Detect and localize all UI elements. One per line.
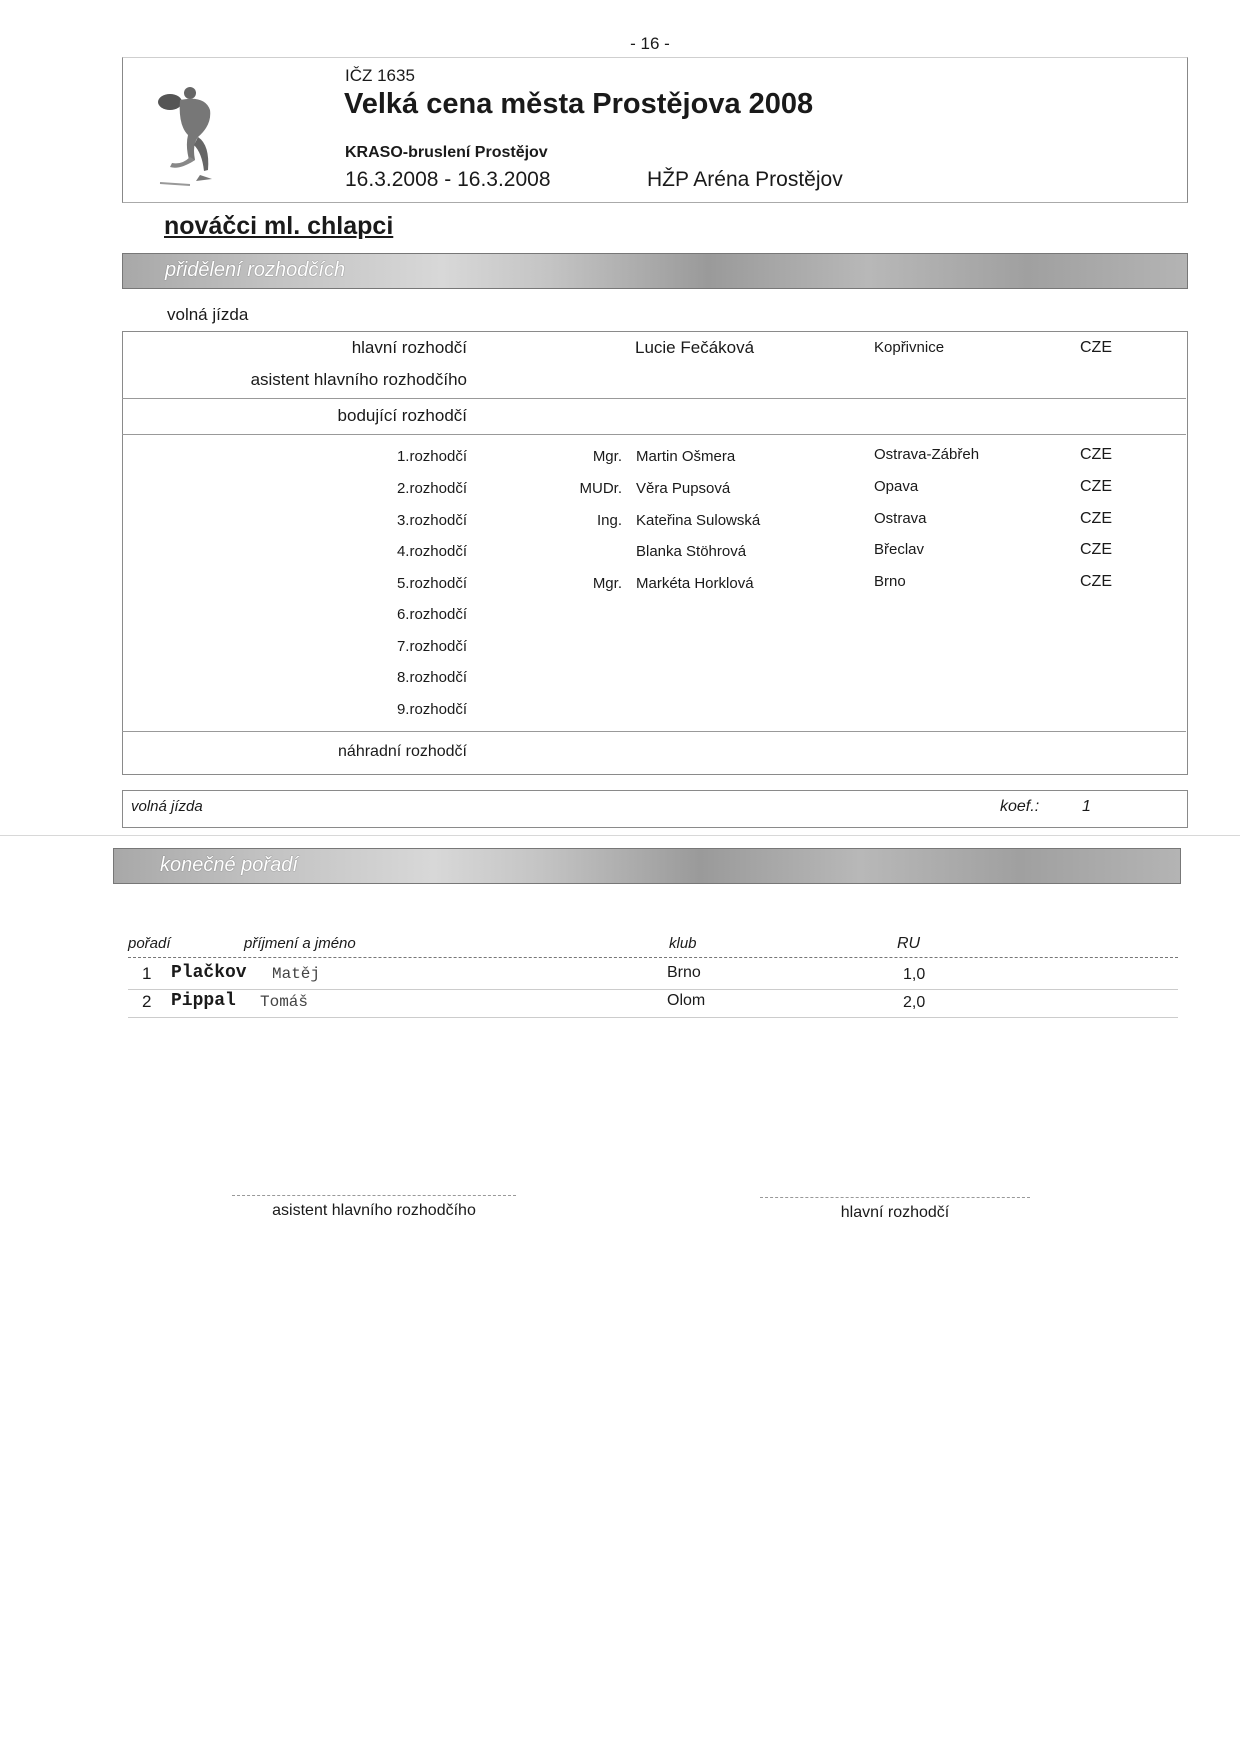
signature-referee-label: hlavní rozhodčí [840,1204,950,1221]
judge-country: CZE [1080,573,1112,590]
result-club: Brno [667,964,701,981]
judge-label: 1.rozhodčí [396,448,467,465]
judges-section-title: přidělení rozhodčích [165,259,346,281]
segment-label: volná jízda [167,305,249,324]
signature-line-referee [760,1197,1030,1198]
referee-name: Lucie Fečáková [635,338,755,357]
judge-club: Brno [874,573,906,590]
column-ru: RU [897,935,921,952]
result-club: Olom [667,992,706,1009]
judge-label: 3.rozhodčí [396,512,467,529]
result-rank: 2 [142,992,152,1011]
scoring-judges-label: bodující rozhodčí [337,406,467,425]
assistant-referee-label: asistent hlavního rozhodčího [250,370,467,389]
judge-title: Mgr. [592,575,622,592]
result-firstname: Matěj [272,965,321,983]
divider [128,1017,1178,1018]
judge-name: Kateřina Sulowská [636,512,761,529]
judges-section-band [122,253,1188,289]
judge-club: Ostrava [874,510,927,527]
judge-name: Martin Ošmera [636,448,736,465]
result-ru: 1,0 [903,966,926,983]
result-rank: 1 [142,964,152,983]
result-firstname: Tomáš [260,993,309,1011]
icz-code: IČZ 1635 [345,66,415,85]
judge-label: 4.rozhodčí [396,543,467,560]
results-section-band [113,848,1181,884]
divider [122,434,1186,435]
coefficient-label: koef.: [1000,798,1040,815]
judge-club: Ostrava-Zábřeh [874,446,980,463]
judge-title: MUDr. [579,480,622,497]
judge-club: Opava [874,478,919,495]
result-surname: Pippal [171,991,236,1011]
judge-name: Blanka Stöhrová [636,543,747,560]
judge-label: 8.rozhodčí [396,669,467,686]
judge-label: 2.rozhodčí [396,480,467,497]
results-section-title: konečné pořadí [160,854,298,876]
divider [122,731,1186,732]
coefficient-value: 1 [1082,798,1091,815]
judge-label: 7.rozhodčí [396,638,467,655]
judge-country: CZE [1080,446,1112,463]
category-title: nováčci ml. chlapci [164,212,394,240]
signature-assistant-label: asistent hlavního rozhodčího [272,1202,476,1219]
fold-line [0,835,1240,836]
judge-country: CZE [1080,478,1112,495]
signature-line-assistant [232,1195,516,1196]
page-number: - 16 - [630,34,670,53]
organizer: KRASO-bruslení Prostějov [345,144,548,161]
substitute-judge-label: náhradní rozhodčí [338,743,467,760]
coefficient-segment: volná jízda [131,798,203,815]
event-dates: 16.3.2008 - 16.3.2008 [345,168,551,191]
divider [122,398,1186,399]
judge-title: Mgr. [592,448,622,465]
judge-country: CZE [1080,510,1112,527]
judge-country: CZE [1080,541,1112,558]
judge-label: 5.rozhodčí [396,575,467,592]
result-ru: 2,0 [903,994,926,1011]
event-title: Velká cena města Prostějova 2008 [344,88,814,120]
judge-label: 9.rozhodčí [396,701,467,718]
judge-name: Věra Pupsová [636,480,731,497]
judge-label: 6.rozhodčí [396,606,467,623]
referee-country: CZE [1080,339,1112,356]
result-surname: Plačkov [171,963,247,983]
divider [128,989,1178,990]
judge-name: Markéta Horklová [636,575,754,592]
judge-club: Břeclav [874,541,925,558]
referee-label: hlavní rozhodčí [351,338,467,357]
column-name: příjmení a jméno [244,935,356,952]
event-venue: HŽP Aréna Prostějov [647,168,843,191]
judge-title: Ing. [596,512,622,529]
figure-skater-icon [150,75,240,195]
column-rank: pořadí [128,935,171,952]
divider [128,957,1178,958]
column-club: klub [669,935,697,952]
referee-club: Kopřivnice [874,339,945,356]
